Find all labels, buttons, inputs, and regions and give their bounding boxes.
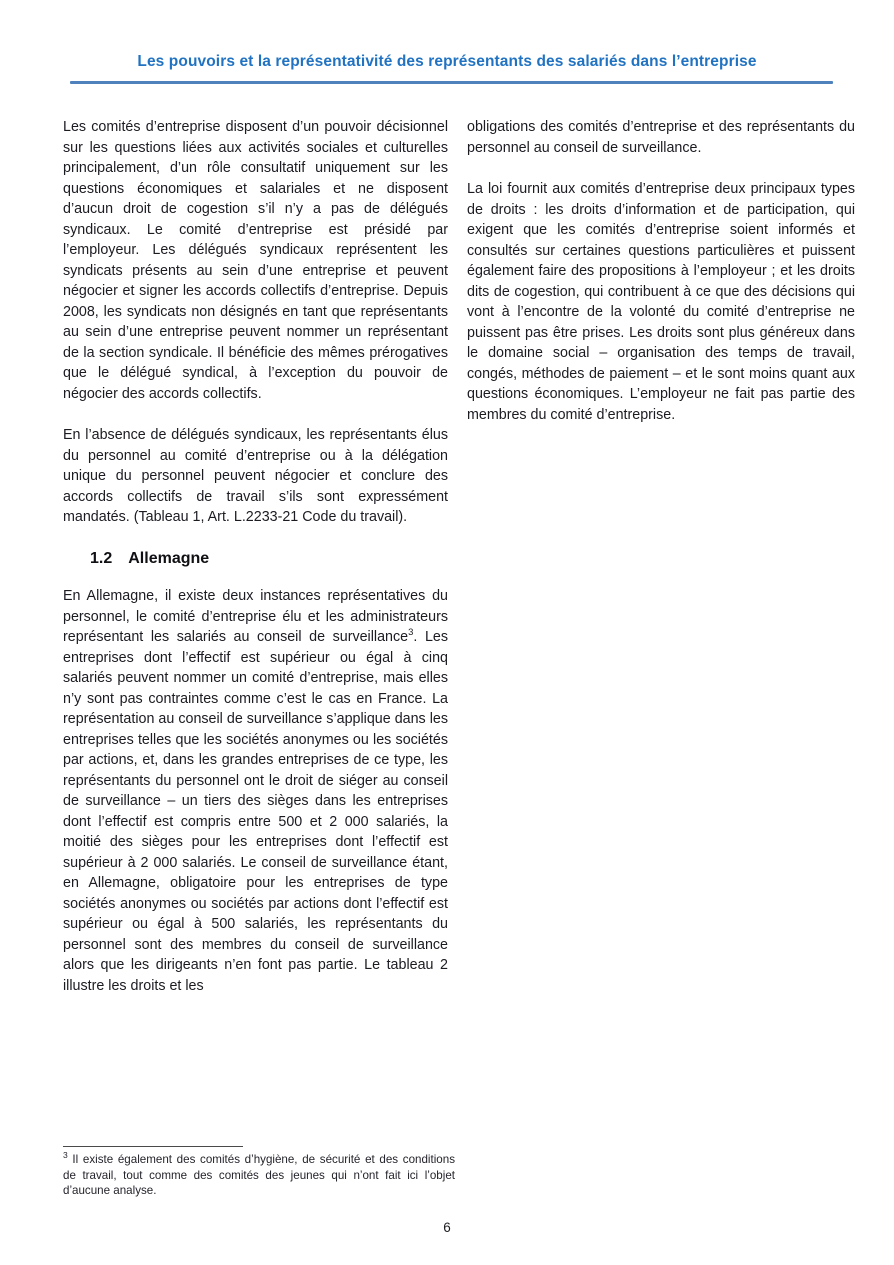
footnote-text bbox=[63, 1152, 455, 1199]
footnote-body: Il existe également des comités d’hygiène, de sécurité et des conditions de travail, tout comme des comités des jeunes qui n’ont fait ici l’objet d’aucune analyse. bbox=[63, 1153, 455, 1197]
left-column bbox=[63, 117, 448, 1017]
right-column bbox=[467, 117, 855, 1017]
body-columns bbox=[63, 117, 855, 1017]
page-number: 6 bbox=[443, 1220, 451, 1235]
paragraph-text-before-footnote-ref: En Allemagne, il existe deux instances représentatives du personnel, le comité d’entreprise élu et les administrateurs représentant les salariés au conseil de surveillance bbox=[63, 588, 448, 645]
footnote-separator bbox=[63, 1146, 243, 1147]
footnote-marker: 3 bbox=[63, 1150, 68, 1161]
footnote-block bbox=[63, 1146, 455, 1199]
paragraph-loi-droits: La loi fournit aux comités d’entreprise deux principaux types de droits : les droits d’information et de participation, qui exigent que les comités d’entreprise soient informés et consultés sur certaines questions particulières et puissent également faire des propositions à l’employeur ; et les droits dits de cogestion, qui contribuent à ce que des décisions qui vont à l’encontre de la volonté du comité d’entreprise ne puissent pas être prises. Les droits sont plus généreux dans le domaine social – organisation des temps de travail, congés, méthodes de paiement – et le sont moins quant aux questions économiques. L’employeur ne fait pas partie des membres du comité d’entreprise. bbox=[467, 181, 855, 423]
header-rule bbox=[70, 81, 833, 84]
section-number: 1.2 bbox=[90, 549, 113, 567]
footnote-reference-3: 3 bbox=[408, 627, 414, 639]
paragraph-obligations: obligations des comités d’entreprise et des représentants du personnel au conseil de surveillance. bbox=[467, 119, 855, 156]
page-header-title: Les pouvoirs et la représentativité des représentants des salariés dans l’entreprise bbox=[137, 53, 757, 70]
section-label: Allemagne bbox=[128, 549, 210, 567]
paragraph-ce-pouvoirs: Les comités d’entreprise disposent d’un pouvoir décisionnel sur les questions liées aux activités sociales et culturelles principalement, d’un rôle consultatif uniquement sur les questions économiques et salariales et ne disposent d’aucun droit de cogestion s’il n’y a pas de délégués syndicaux. Le comité d’entreprise est présidé par l’employeur. Les délégués syndicaux représentent les syndicats présents au sein d’une entreprise et peuvent négocier et signer les accords collectifs d’entreprise. Depuis 2008, les syndicats non désignés en tant que représentants au sein d’une entreprise peuvent nommer un représentant de la section syndicale. Il bénéficie des mêmes prérogatives que le délégué syndical, à l’exception du pouvoir de négocier des accords collectifs. bbox=[63, 119, 448, 402]
section-heading-allemagne bbox=[90, 549, 448, 570]
paragraph-absence-delegues: En l’absence de délégués syndicaux, les représentants élus du personnel au comité d’entreprise ou à la délégation unique du personnel peuvent négocier et conclure des accords collectifs de travail s’ils sont expressément mandatés. (Tableau 1, Art. L.2233-21 Code du travail). bbox=[63, 427, 448, 525]
paragraph-text-after-footnote-ref: . Les entreprises dont l’effectif est supérieur ou égal à cinq salariés peuvent nommer un comité d’entreprise, mais elles n’y sont pas contraintes comme c’est le cas en France. La représentation au conseil de surveillance s’applique dans les entreprises telles que les sociétés anonymes ou les sociétés par actions, et, dans les grandes entreprises de ce type, les représentants du personnel ont le droit de siéger au conseil de surveillance – un tiers des sièges dans les entreprises dont l’effectif est compris entre 500 et 2 000 salariés, la moitié des sièges pour les entreprises dont l’effectif est supérieur à 2 000 salariés. Le conseil de surveillance étant, en Allemagne, obligatoire pour les entreprises de type sociétés anonymes ou sociétés par actions dont l’effectif est supérieur ou égal à 500 salariés, les représentants du personnel sont des membres du conseil de surveillance alors que les dirigeants n’en font pas partie. Le tableau 2 illustre les droits et les bbox=[63, 629, 448, 994]
paragraph-allemagne-instances bbox=[63, 586, 448, 996]
